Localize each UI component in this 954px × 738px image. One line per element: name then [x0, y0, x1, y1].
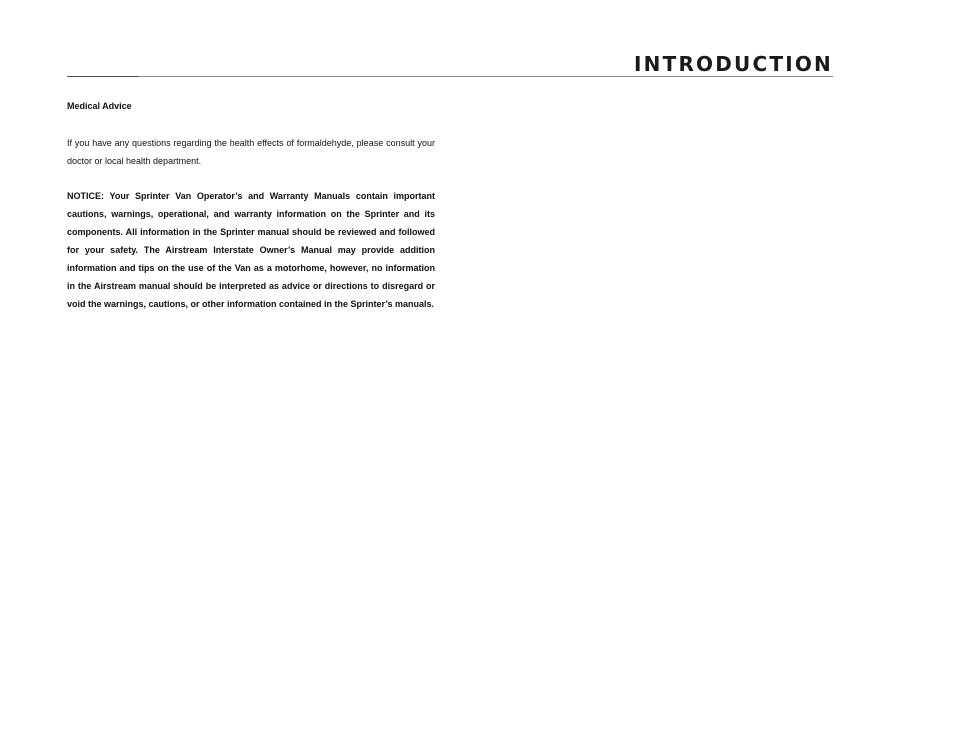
page-content: [67, 97, 435, 313]
formaldehyde-paragraph: If you have any questions regarding the health effects of formaldehyde, please consult your doctor or local health department.: [67, 138, 435, 166]
header-divider: [67, 76, 833, 77]
notice-paragraph: NOTICE: Your Sprinter Van Operator’s and Warranty Manuals contain important cautions, warnings, operational, and warranty information on the Sprinter and its components. All information in the Sprinter manual should be reviewed and followed for your safety. The Airstream Interstate Owner’s Manual may provide addition information and tips on the use of the Van as a motorhome, however, no information in the Airstream manual should be interpreted as advice or directions to disregard or void the warnings, cautions, or other information contained in the Sprinter’s manuals.: [67, 191, 435, 309]
section-title: INTRODUCTION: [634, 52, 833, 76]
medical-advice-heading: Medical Advice: [67, 101, 132, 111]
header-divider-accent: [67, 76, 139, 78]
